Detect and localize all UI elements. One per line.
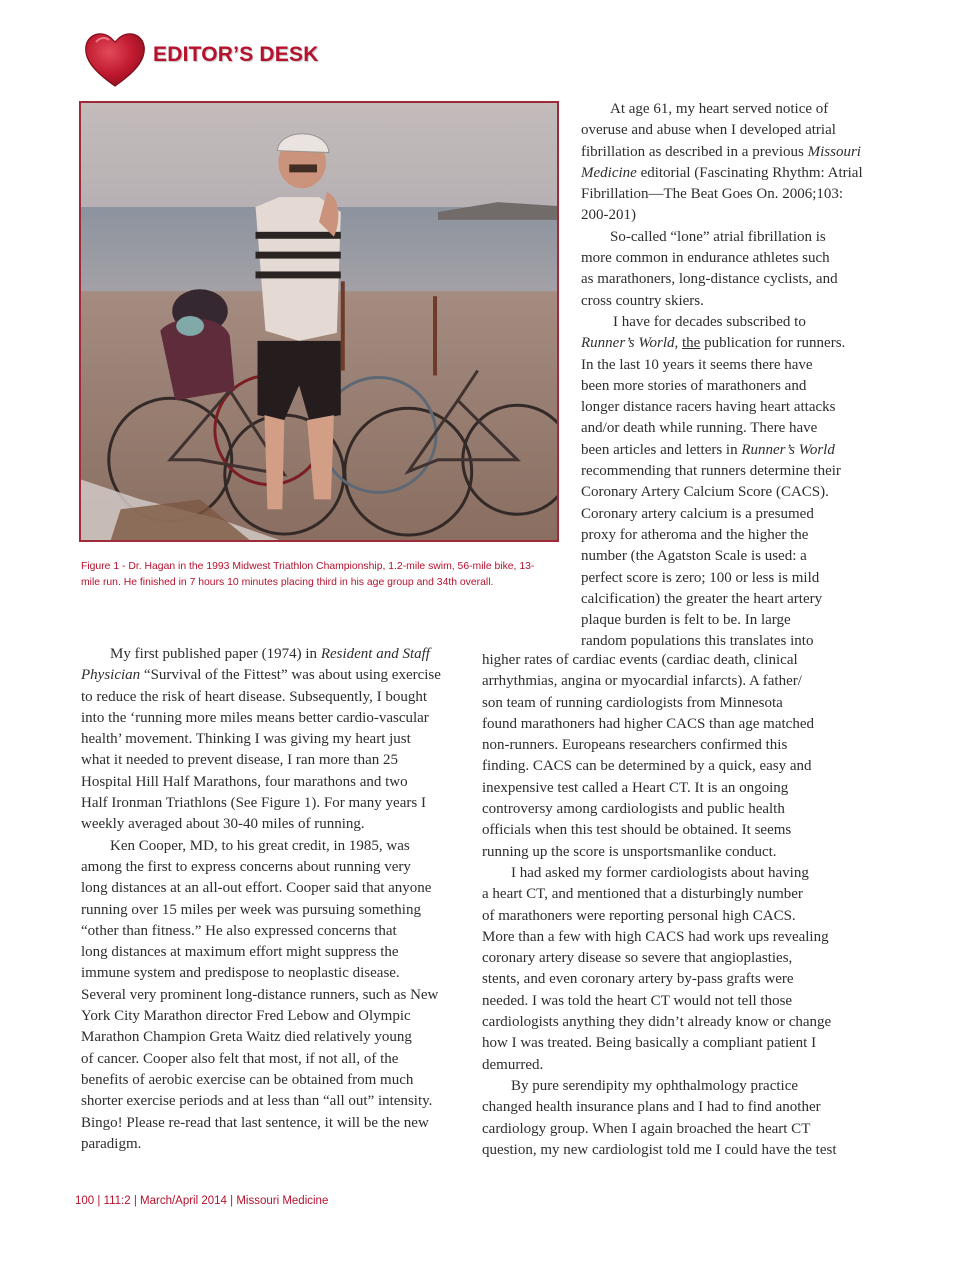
text-line: been articles and letters in (581, 441, 742, 458)
text-line: 200-201) (581, 207, 636, 224)
text-line: more common in endurance athletes such (581, 250, 830, 267)
text-line: calcification) the greater the heart artery (581, 590, 823, 607)
text-line: overuse and abuse when I developed atrial (581, 122, 836, 139)
text-line: cardiology group. When I again broached the heart CT (482, 1120, 811, 1137)
text-line: immune system and predispose to neoplastic disease. (81, 965, 400, 982)
text-line: non-runners. Europeans researchers confirmed this (482, 737, 788, 754)
text-line: number (the Agatston Scale is used: a (581, 548, 807, 565)
text-line: needed. I was told the heart CT would not tell those (482, 992, 793, 1009)
text-line: controversy among cardiologists and public health (482, 801, 785, 818)
text-line: health’ movement. Thinking I was giving my heart just (81, 731, 411, 748)
text-line: So-called “lone” atrial fibrillation is (610, 228, 826, 245)
text-line: paradigm. (81, 1135, 142, 1152)
text-line: recommending that runners determine their (581, 463, 841, 480)
text-line: long distances at maximum effort might suppress the (81, 944, 399, 961)
text-line: More than a few with high CACS had work ups revealing (482, 928, 829, 945)
text-line: among the first to express concerns about running very (81, 858, 411, 875)
text-line: plaque burden is felt to be. In large (581, 612, 791, 629)
text-line: editorial (Fascinating Rhythm: Atrial (636, 164, 863, 181)
right-column-bottom (482, 650, 872, 1161)
text-line: York City Marathon director Fred Lebow and Olympic (81, 1008, 411, 1025)
text-line: a heart CT, and mentioned that a disturbingly number (482, 886, 803, 903)
text-line: weekly averaged about 30-40 miles of running. (81, 816, 365, 833)
text-line: long distances at an all-out effort. Cooper said that anyone (81, 880, 432, 897)
text-line: son team of running cardiologists from Minnesota (482, 694, 783, 711)
text-line: as marathoners, long-distance cyclists, and (581, 271, 838, 288)
text-line: Marathon Champion Greta Waitz died relatively young (81, 1029, 412, 1046)
text-line: Coronary artery calcium is a presumed (581, 505, 814, 522)
text-line: Fibrillation—The Beat Goes On. 2006;103: (581, 186, 844, 203)
text-line: found marathoners had higher CACS than age matched (482, 715, 814, 732)
text-line: arrhythmias, angina or myocardial infarcts). A father/ (482, 673, 802, 690)
page-footer: 100 | 111:2 | March/April 2014 | Missouri Medicine (75, 1195, 329, 1207)
text-line: of cancer. Cooper also felt that most, if not all, of the (81, 1050, 399, 1067)
text-line: inexpensive test called a Heart CT. It is an ongoing (482, 779, 789, 796)
left-column (81, 644, 461, 1155)
text-line: shorter exercise periods and at less than “all out” intensity. (81, 1093, 433, 1110)
heart-icon (82, 28, 148, 90)
text-line: proxy for atheroma and the higher the (581, 526, 809, 543)
text-line: random populations this translates into (581, 633, 814, 650)
text-line: been more stories of marathoners and (581, 377, 807, 394)
text-line: higher rates of cardiac events (cardiac death, clinical (482, 652, 798, 668)
text-line: into the ‘running more miles means better cardio-vascular (81, 709, 429, 726)
text-line: and/or death while running. There have (581, 420, 818, 437)
text-line: officials when this test should be obtained. It seems (482, 822, 792, 839)
text-line: I had asked my former cardiologists about having (511, 864, 809, 881)
text-line: to reduce the risk of heart disease. Subsequently, I bought (81, 688, 428, 705)
text-line: “other than fitness.” He also expressed concerns that (81, 922, 397, 939)
section-title: EDITOR’S DESK (153, 43, 319, 66)
text-line: Hospital Hill Half Marathons, four marathons and two (81, 773, 408, 790)
text-line: running over 15 miles per week was pursuing something (81, 901, 421, 918)
text-line: benefits of aerobic exercise can be obtained from much (81, 1071, 414, 1088)
journal-name: Medicine (581, 164, 637, 181)
text-line: publication for runners. (700, 335, 846, 352)
text-line: By pure serendipity my ophthalmology practice (511, 1077, 799, 1094)
text-line: At age 61, my heart served notice of (610, 101, 829, 117)
text-line: In the last 10 years it seems there have (581, 356, 813, 373)
text-line: question, my new cardiologist told me I could have the test (482, 1141, 837, 1158)
figure-photo (79, 101, 559, 542)
text-line: how I was treated. Being basically a compliant patient I (482, 1035, 817, 1052)
text-line: “Survival of the Fittest” was about using exercise (140, 667, 441, 684)
text-line: finding. CACS can be determined by a quick, easy and (482, 758, 812, 775)
text-line: I have for decades subscribed to (613, 313, 806, 330)
figure-caption: Figure 1 - Dr. Hagan in the 1993 Midwest Triathlon Championship, 1.2-mile swim, 56-mile bike, 13-mile run. He finished in 7 hours 10 minutes placing third in his age group and 34th overall. (81, 561, 535, 588)
text-line: longer distance racers having heart attacks (581, 399, 836, 416)
magazine-name: Runner’s World, (581, 335, 679, 352)
magazine-name: Runner’s World (741, 441, 835, 458)
journal-name: Missouri (807, 143, 861, 160)
journal-name: Resident and Staff (320, 646, 430, 662)
text-line: cardiologists anything they didn’t already know or change (482, 1014, 832, 1031)
text-line: fibrillation as described in a previous (581, 143, 808, 160)
text-line: Ken Cooper, MD, to his great credit, in 1985, was (110, 837, 410, 854)
text-line: perfect score is zero; 100 or less is mild (581, 569, 820, 586)
journal-name: Physician (81, 667, 141, 684)
text-line: My first published paper (1974) in (110, 646, 321, 662)
text-line: changed health insurance plans and I had to find another (482, 1099, 821, 1116)
emphasis-word: the (682, 335, 701, 352)
text-line: Several very prominent long-distance runners, such as New (81, 986, 439, 1003)
text-line: Bingo! Please re-read that last sentence, it will be the new (81, 1114, 429, 1131)
text-line: coronary artery disease so severe that angioplasties, (482, 950, 793, 967)
right-column-top (581, 99, 871, 653)
text-line: cross country skiers. (581, 292, 704, 309)
text-line: running up the score is unsportsmanlike conduct. (482, 843, 777, 860)
text-line: stents, and even coronary artery by-pass grafts were (482, 971, 794, 988)
text-line: Half Ironman Triathlons (See Figure 1). For many years I (81, 795, 426, 812)
text-line: what it needed to prevent disease, I ran more than 25 (81, 752, 398, 769)
text-line: demurred. (482, 1056, 544, 1073)
text-line: Coronary Artery Calcium Score (CACS). (581, 484, 829, 501)
text-line: of marathoners were reporting personal high CACS. (482, 907, 796, 924)
